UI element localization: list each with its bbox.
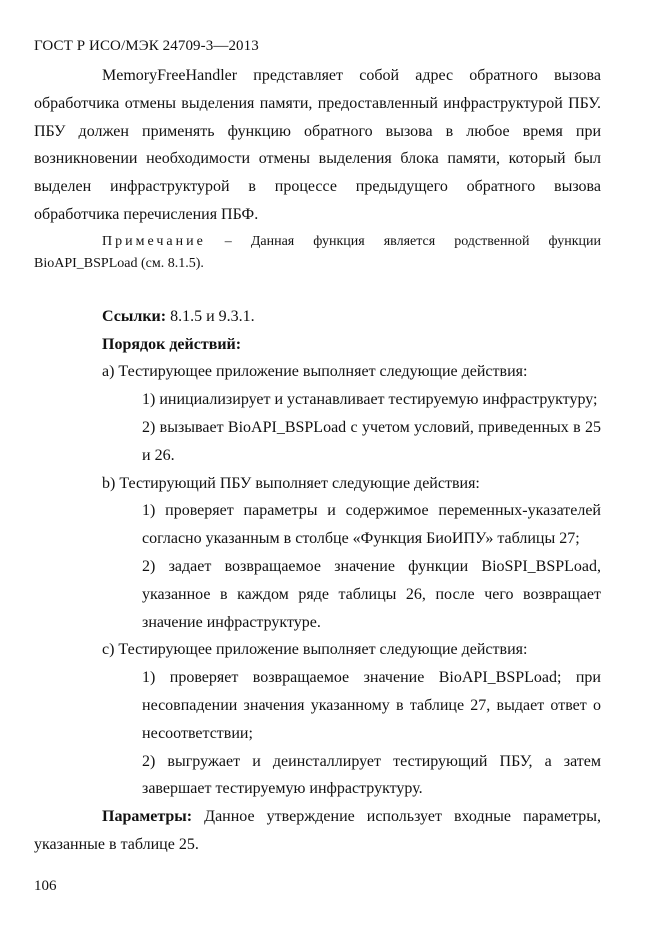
step-b-item-2: 2) задает возвращаемое значение функции BioSPI_BSPLoad, указанное в каждом ряде таблицы 26, после чего возвращает значение инфраструктуре.: [142, 557, 601, 631]
page-number: 106: [34, 878, 57, 894]
step-a-item-1: 1) инициализирует и устанавливает тестируемую инфраструктуру;: [142, 391, 598, 409]
procedure-label: Порядок действий:: [102, 335, 242, 353]
step-a-item-2: 2) вызывает BioAPI_BSPLoad с учетом условий, приведенных в 25 и 26.: [142, 418, 601, 464]
references-text: 8.1.5 и 9.3.1.: [166, 307, 255, 325]
step-a: а) Тестирующее приложение выполняет следующие действия:: [102, 363, 528, 381]
note-text: – Данная функция является родственной функции BioAPI_BSPLoad (см. 8.1.5).: [34, 233, 601, 271]
references-line: [34, 303, 601, 331]
step-c: с) Тестирующее приложение выполняет следующие действия:: [102, 641, 528, 659]
step-c-item-2: 2) выгружает и деинсталлирует тестирующий ПБУ, а затем завершает тестируемую инфраструктуру.: [142, 752, 601, 798]
note: [34, 231, 601, 275]
spacer: [34, 289, 601, 303]
paragraph-memoryfreehandler: MemoryFreeHandler представляет собой адрес обратного вызова обработчика отмены выделения памяти, предоставленный инфраструктурой ПБУ. ПБУ должен применять функцию обратного вызова в любое время при возникновении необходимости отмены выделения блока памяти, который был выделен инфраструктурой в процессе предыдущего обратного вызова обработчика перечисления ПБФ.: [34, 67, 601, 223]
step-c-item-1: 1) проверяет возвращаемое значение BioAPI_BSPLoad; при несовпадении значения указанному в таблице 27, выдает ответ о несоответствии;: [142, 669, 601, 742]
step-b-item-1: 1) проверяет параметры и содержимое переменных-указателей согласно указанным в столбце «Функция БиоИПУ» таблицы 27;: [142, 502, 601, 548]
step-b: b) Тестирующий ПБУ выполняет следующие действия:: [102, 474, 480, 492]
procedure-heading: [34, 331, 601, 359]
document-header: ГОСТ Р ИСО/МЭК 24709-3—2013: [34, 38, 259, 54]
note-label: Примечание: [102, 233, 206, 249]
parameters-text: Данное утверждение использует входные параметры, указанные в таблице 25.: [34, 808, 601, 853]
parameters-label: Параметры:: [102, 808, 193, 826]
parameters-paragraph: [34, 803, 601, 859]
references-label: Ссылки:: [102, 307, 167, 325]
body-text: [34, 62, 601, 859]
